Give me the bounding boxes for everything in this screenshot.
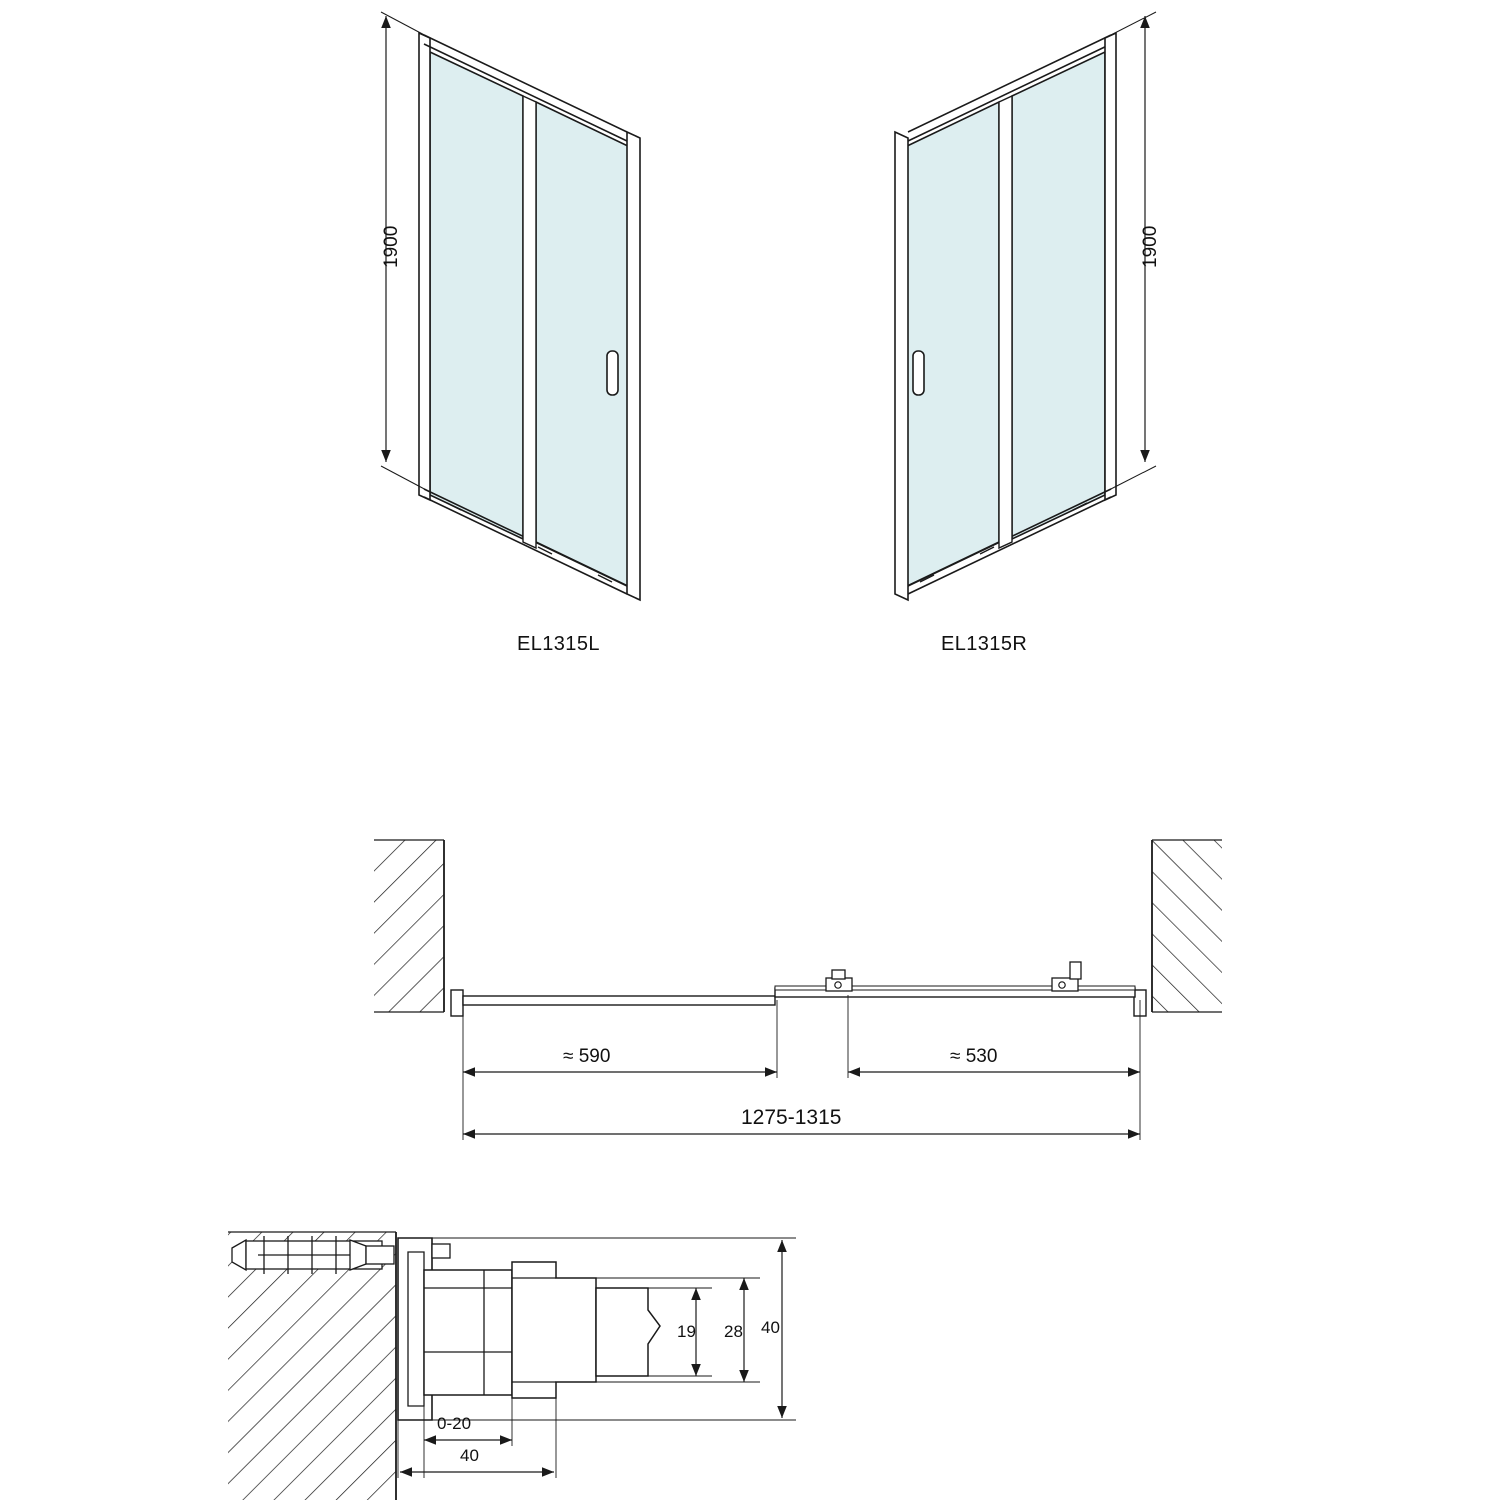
frame-profile-vertical-right-left-view (627, 132, 640, 600)
section-adjustable-profile (424, 1270, 512, 1395)
center-stile-left (523, 96, 536, 548)
model-label-right: EL1315R (941, 633, 1028, 655)
dimension-label-height-left: 1900 (381, 225, 402, 268)
wall-hatch-right (1152, 840, 1222, 1012)
wall-anchor-plug (232, 1236, 394, 1274)
section-detail-view (228, 1232, 796, 1500)
dimension-label-total-width: 1275-1315 (741, 1106, 842, 1129)
elevation-right-hand (895, 12, 1156, 600)
door-handle-left (607, 351, 618, 395)
wall-hatch-left (374, 840, 444, 1012)
dimension-label-40-depth: 40 (761, 1318, 780, 1337)
plan-roller-carriage-2 (1052, 962, 1081, 991)
plan-roller-carriage-1 (826, 970, 852, 991)
dimension-label-left-panel: ≈ 590 (563, 1046, 611, 1067)
section-glass-holder (512, 1262, 596, 1398)
model-label-left: EL1315L (517, 633, 600, 655)
dimension-label-19: 19 (677, 1322, 696, 1341)
wall-profile-left (451, 990, 463, 1016)
dimension-label-right-panel: ≈ 530 (950, 1046, 998, 1067)
section-profile-head (432, 1244, 450, 1258)
dimension-label-40-width: 40 (460, 1446, 479, 1465)
glass-panel-sliding-left (536, 102, 632, 588)
plan-view (374, 840, 1222, 1140)
center-stile-right (999, 96, 1012, 548)
frame-profile-vertical-left-right-view (895, 132, 908, 600)
extension-line (381, 12, 430, 38)
section-glass-pane (596, 1288, 660, 1376)
extension-line (1105, 12, 1156, 38)
door-handle-right (913, 351, 924, 395)
glass-panel-fixed-left (430, 52, 523, 539)
glass-panel-fixed-right (1012, 52, 1105, 539)
dimension-label-28: 28 (724, 1322, 743, 1341)
frame-profile-vertical-left (419, 33, 430, 500)
plan-glass-fixed (463, 996, 775, 1005)
frame-profile-vertical-right (1105, 33, 1116, 500)
glass-panel-sliding-right (903, 102, 999, 588)
dimension-label-height-right: 1900 (1140, 225, 1161, 268)
section-wall-profile-inner (408, 1252, 424, 1406)
dimension-label-0-20: 0-20 (437, 1414, 472, 1433)
